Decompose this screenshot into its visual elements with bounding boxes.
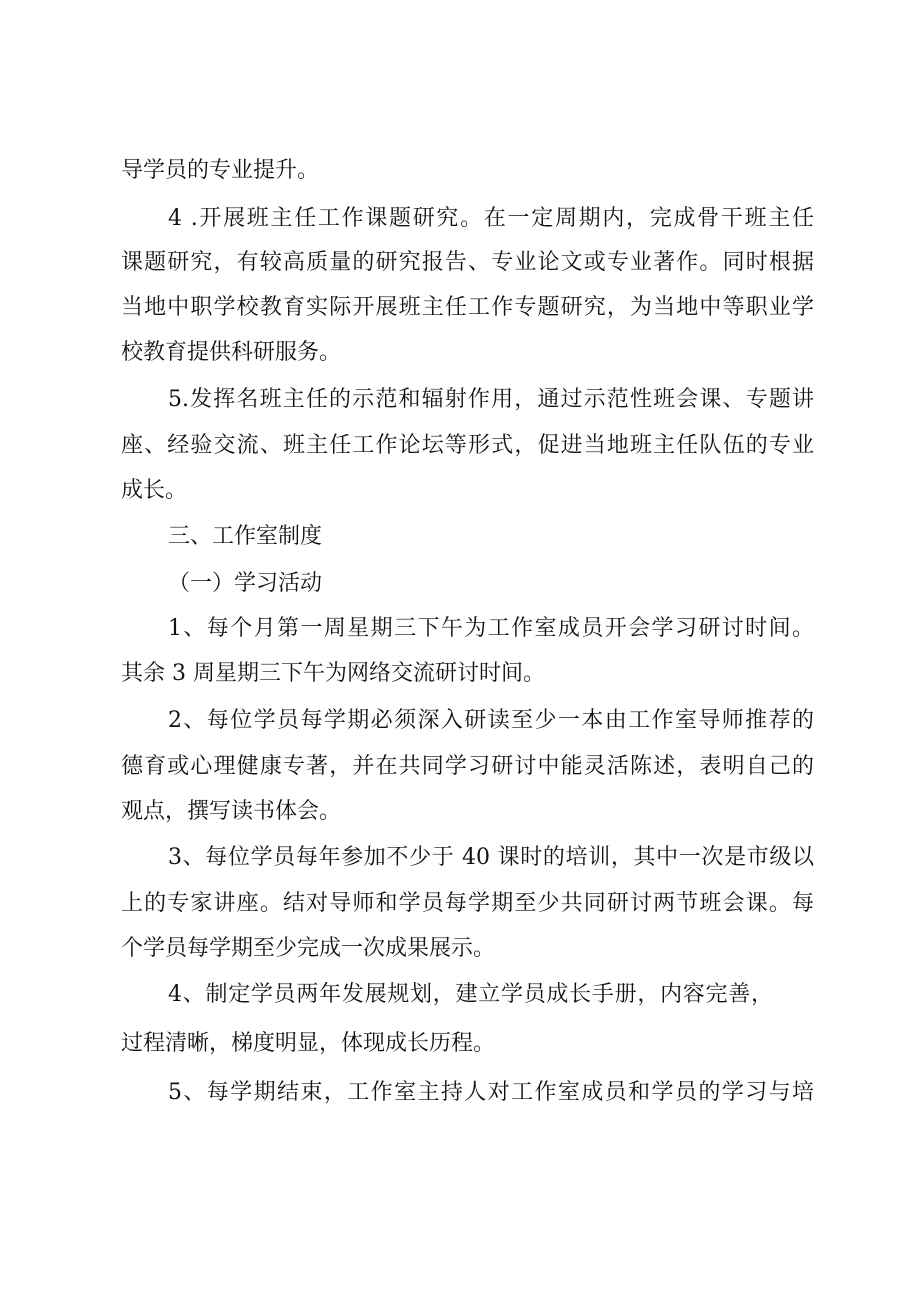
- paragraph-line: 当地中职学校教育实际开展班主任工作专题研究，为当地中等职业学: [121, 295, 814, 320]
- paragraph-line: 个学员每学期至少完成一次成果展示。: [121, 936, 496, 961]
- paragraph-line: 5.发挥名班主任的示范和辐射作用，通过示范性班会课、专题讲: [168, 387, 814, 412]
- paragraph-line: 上的专家讲座。结对导师和学员每学期至少共同研讨两节班会课。每: [121, 891, 814, 916]
- paragraph-line: 其余 3 周星期三下午为网络交流研讨时间。: [121, 661, 545, 686]
- paragraph-line: 德育或心理健康专著，并在共同学习研讨中能灵活陈述，表明自己的: [121, 754, 814, 779]
- paragraph-line: 4、制定学员两年发展规划，建立学员成长手册，内容完善，: [168, 982, 773, 1007]
- paragraph-line: 座、经验交流、班主任工作论坛等形式，促进当地班主任队伍的专业: [121, 433, 814, 458]
- paragraph-line: 2、每位学员每学期必须深入研读至少一本由工作室导师推荐的: [168, 708, 814, 733]
- paragraph-line: 5、每学期结束，工作室主持人对工作室成员和学员的学习与培: [168, 1080, 814, 1105]
- paragraph-line: 1、每个月第一周星期三下午为工作室成员开会学习研讨时间。: [168, 616, 814, 641]
- paragraph-line: 成长。: [121, 478, 188, 503]
- paragraph-line: 校教育提供科研服务。: [121, 340, 342, 365]
- paragraph-line: 3、每位学员每年参加不少于 40 课时的培训，其中一次是市级以: [168, 845, 814, 870]
- section-heading: 三、工作室制度: [168, 524, 323, 549]
- paragraph-line: 导学员的专业提升。: [121, 158, 320, 183]
- subsection-heading: （一）学习活动: [168, 571, 323, 596]
- paragraph-line: 课题研究，有较高质量的研究报告、专业论文或专业著作。同时根据: [121, 250, 814, 275]
- paragraph-line: 4 .开展班主任工作课题研究。在一定周期内，完成骨干班主任: [168, 206, 814, 231]
- paragraph-line: 观点，撰写读书体会。: [121, 799, 342, 824]
- paragraph-line: 过程清晰，梯度明显，体现成长历程。: [121, 1031, 496, 1056]
